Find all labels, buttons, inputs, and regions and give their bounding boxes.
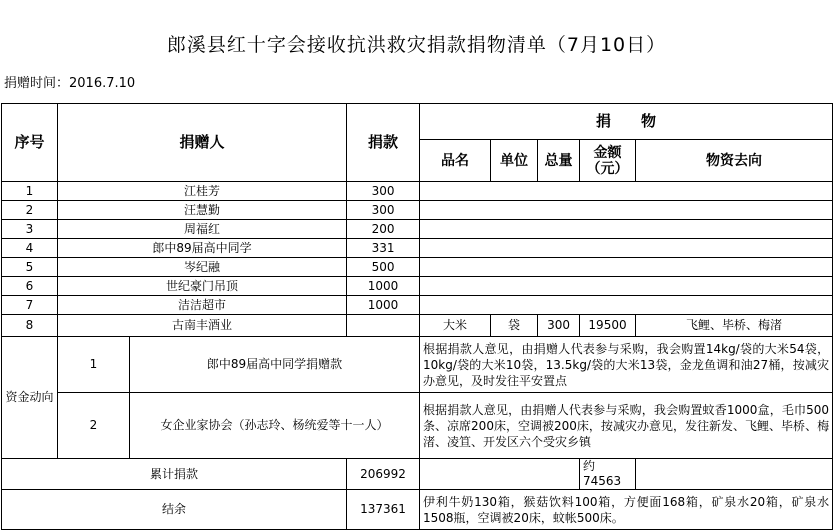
total-money: 206992 bbox=[347, 459, 420, 490]
row-goods-empty bbox=[420, 220, 833, 239]
row-item-name: 大米 bbox=[420, 315, 491, 337]
fund-flow-row bbox=[2, 393, 833, 459]
total-label: 累计捐款 bbox=[2, 459, 347, 490]
donation-table bbox=[1, 103, 833, 530]
row-seq: 5 bbox=[2, 258, 58, 277]
row-money: 500 bbox=[347, 258, 420, 277]
row-donor: 周福红 bbox=[58, 220, 347, 239]
total-row bbox=[2, 459, 833, 490]
row-unit: 袋 bbox=[491, 315, 538, 337]
total-amount: 约74563 bbox=[580, 459, 636, 490]
row-seq: 7 bbox=[2, 296, 58, 315]
header-unit: 单位 bbox=[491, 140, 538, 182]
header-donor: 捐赠人 bbox=[58, 104, 347, 182]
table-row bbox=[2, 277, 833, 296]
header-destination: 物资去向 bbox=[636, 140, 833, 182]
row-seq: 3 bbox=[2, 220, 58, 239]
row-money: 300 bbox=[347, 201, 420, 220]
row-amount: 19500 bbox=[580, 315, 636, 337]
header-goods: 捐 物 bbox=[420, 104, 833, 140]
fund-flow-row bbox=[2, 337, 833, 393]
fund-flow-donor: 女企业家协会（孙志玲、杨统爱等十一人） bbox=[130, 393, 420, 459]
fund-flow-donor: 郎中89届高中同学捐赠款 bbox=[130, 337, 420, 393]
header-qty: 总量 bbox=[538, 140, 580, 182]
header-amount: 金额（元） bbox=[580, 140, 636, 182]
table-row bbox=[2, 296, 833, 315]
donation-date: 捐赠时间：2016.7.10 bbox=[4, 76, 136, 91]
table-row bbox=[2, 201, 833, 220]
row-money: 200 bbox=[347, 220, 420, 239]
row-destination: 飞鲤、毕桥、梅渚 bbox=[636, 315, 833, 337]
row-donor: 世纪豪门吊顶 bbox=[58, 277, 347, 296]
row-money: 331 bbox=[347, 239, 420, 258]
header-item-name: 品名 bbox=[420, 140, 491, 182]
fund-flow-note: 根据捐款人意见，由捐赠人代表参与采购，我会购置蚊香1000盒，毛巾500条、凉席200床，空调被200床，按减灾办意见，发往新发、飞鲤、毕桥、梅渚、凌笪、开发区六个受灾乡镇 bbox=[420, 393, 833, 459]
fund-flow-seq: 2 bbox=[58, 393, 130, 459]
header-money: 捐款 bbox=[347, 104, 420, 182]
row-money: 1000 bbox=[347, 296, 420, 315]
table-row bbox=[2, 239, 833, 258]
table-row bbox=[2, 258, 833, 277]
total-goods-empty bbox=[420, 459, 580, 490]
row-qty: 300 bbox=[538, 315, 580, 337]
row-donor: 古南丰酒业 bbox=[58, 315, 347, 337]
fund-flow-seq: 1 bbox=[58, 337, 130, 393]
row-goods-empty bbox=[420, 182, 833, 201]
row-goods-empty bbox=[420, 201, 833, 220]
balance-money: 137361 bbox=[347, 490, 420, 530]
table-row bbox=[2, 315, 833, 337]
row-goods-empty bbox=[420, 296, 833, 315]
row-seq: 8 bbox=[2, 315, 58, 337]
table-row bbox=[2, 220, 833, 239]
total-dest-empty bbox=[636, 459, 833, 490]
row-donor: 江桂芳 bbox=[58, 182, 347, 201]
row-seq: 1 bbox=[2, 182, 58, 201]
row-donor: 郎中89届高中同学 bbox=[58, 239, 347, 258]
row-seq: 6 bbox=[2, 277, 58, 296]
balance-row bbox=[2, 490, 833, 530]
row-money: 1000 bbox=[347, 277, 420, 296]
fund-flow-label: 资金动向 bbox=[2, 337, 58, 459]
row-goods-empty bbox=[420, 277, 833, 296]
row-seq: 2 bbox=[2, 201, 58, 220]
balance-note: 伊利牛奶130箱，猴菇饮料100箱，方便面168箱，矿泉水20箱，矿泉水1508瓶，空调被20床，蚊帐500床。 bbox=[420, 490, 833, 530]
balance-label: 结余 bbox=[2, 490, 347, 530]
row-donor: 岑纪融 bbox=[58, 258, 347, 277]
row-donor: 汪慧勤 bbox=[58, 201, 347, 220]
row-goods-empty bbox=[420, 239, 833, 258]
row-goods-empty bbox=[420, 258, 833, 277]
header-seq: 序号 bbox=[2, 104, 58, 182]
row-donor: 洁洁超市 bbox=[58, 296, 347, 315]
row-money bbox=[347, 315, 420, 337]
header-row-1 bbox=[2, 104, 833, 140]
fund-flow-note: 根据捐款人意见，由捐赠人代表参与采购，我会购置14kg/袋的大米54袋，10kg/袋的大米10袋，13.5kg/袋的大米13袋，金龙鱼调和油27桶，按减灾办意见，及时发往平安置点 bbox=[420, 337, 833, 393]
row-money: 300 bbox=[347, 182, 420, 201]
table-row bbox=[2, 182, 833, 201]
page-title: 郎溪县红十字会接收抗洪救灾捐款捐物清单（7月10日） bbox=[166, 34, 667, 56]
row-seq: 4 bbox=[2, 239, 58, 258]
